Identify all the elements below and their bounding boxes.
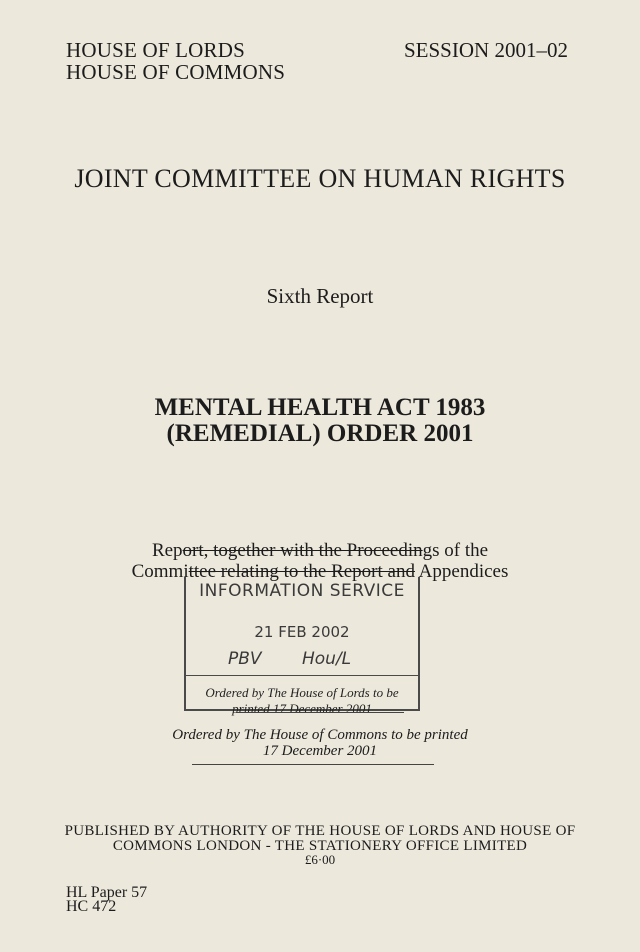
ordered-by-commons-date: 17 December 2001 <box>262 743 378 759</box>
publisher-line1: PUBLISHED BY AUTHORITY OF THE HOUSE OF LORDS AND HOUSE OF <box>64 823 576 839</box>
stamp-handwritten-ref: Hou/L <box>302 649 352 669</box>
proceedings-line2-prefix: Commi <box>131 561 189 582</box>
house-of-commons-heading: HOUSE OF COMMONS <box>66 60 286 84</box>
divider-short <box>236 712 404 713</box>
proceedings-line1-suffix: gs of the <box>422 540 489 561</box>
proceedings-line1-prefix: Rep <box>151 540 183 561</box>
session-label: SESSION 2001–02 <box>404 38 568 62</box>
information-service-stamp <box>184 577 420 716</box>
publisher-line2: COMMONS LONDON - THE STATIONERY OFFICE LIMITED <box>112 838 528 854</box>
stamp-title: INFORMATION SERVICE <box>199 581 405 601</box>
price-label: £6·00 <box>304 852 336 867</box>
hc-paper-number: HC 472 <box>66 898 117 915</box>
stamp-divider <box>186 675 418 676</box>
stamp-date: 21 FEB 2002 <box>254 623 350 641</box>
hl-paper-number: HL Paper 57 <box>66 884 148 901</box>
stamp-handwritten-code: PBV <box>228 649 262 669</box>
proceedings-line2-struck: ttee relating to the Report and <box>188 561 415 582</box>
document-title-line1: MENTAL HEALTH ACT 1983 <box>154 394 486 421</box>
report-number: Sixth Report <box>266 284 374 308</box>
ordered-by-commons-line1: Ordered by The House of Commons to be printed <box>172 727 468 743</box>
committee-title: JOINT COMMITTEE ON HUMAN RIGHTS <box>74 164 566 193</box>
proceedings-line1-struck: ort, together with the Proceedin <box>182 540 423 561</box>
proceedings-line1 <box>0 540 640 562</box>
document-title-line2: (REMEDIAL) ORDER 2001 <box>166 420 474 447</box>
house-of-lords-heading: HOUSE OF LORDS <box>66 38 245 62</box>
divider-long <box>192 764 434 765</box>
ordered-by-lords-note: Ordered by The House of Lords to be printed 17 December 2001 <box>205 685 399 716</box>
proceedings-line2-suffix: Appendices <box>414 561 509 582</box>
